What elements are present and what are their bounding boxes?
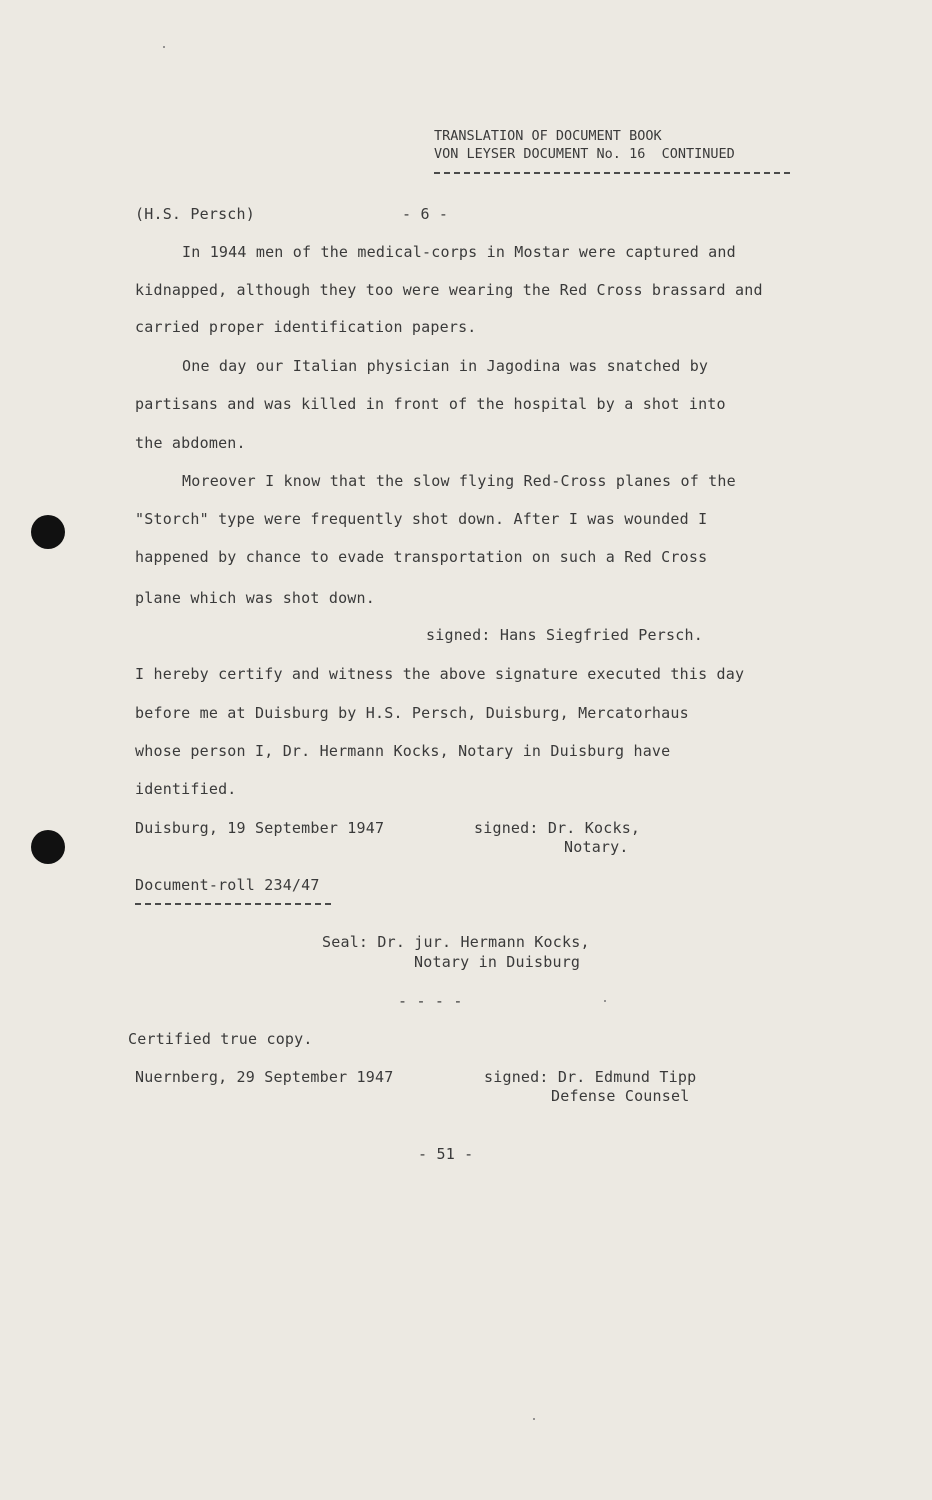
header-line-2: VON LEYSER DOCUMENT No. 16 CONTINUED	[434, 146, 735, 162]
seal-line-2: Notary in Duisburg	[414, 953, 581, 971]
notary-signed: signed: Dr. Kocks,	[474, 819, 641, 837]
body-line: partisans and was killed in front of the hospital by a shot into	[135, 395, 726, 413]
copy-signed: signed: Dr. Edmund Tipp	[484, 1068, 697, 1086]
certification-line: identified.	[135, 780, 237, 798]
body-line: happened by chance to evade transportation on such a Red Cross	[135, 548, 708, 566]
body-line: plane which was shot down.	[135, 589, 375, 607]
punch-hole-upper	[31, 515, 65, 549]
body-line: kidnapped, although they too were wearing the Red Cross brassard and	[135, 281, 763, 299]
paper-speck	[604, 1000, 606, 1002]
body-line: "Storch" type were frequently shot down. After I was wounded I	[135, 510, 708, 528]
body-line: Moreover I know that the slow flying Red-Cross planes of the	[182, 472, 736, 490]
body-line: One day our Italian physician in Jagodina was snatched by	[182, 357, 709, 375]
copy-title: Defense Counsel	[551, 1087, 690, 1105]
page-marker: - 6 -	[402, 205, 449, 223]
body-line: the abdomen.	[135, 434, 246, 452]
body-line: In 1944 men of the medical-corps in Mostar were captured and	[182, 243, 736, 261]
document-roll: Document-roll 234/47	[135, 876, 320, 894]
section-separator: - - - -	[398, 992, 463, 1010]
certification-line: whose person I, Dr. Hermann Kocks, Notary in Duisburg have	[135, 742, 671, 760]
document-roll-underline	[135, 903, 331, 905]
paper-speck	[163, 46, 165, 48]
witness-name: (H.S. Persch)	[135, 205, 255, 223]
header-line-1: TRANSLATION OF DOCUMENT BOOK	[434, 128, 662, 144]
paper-speck	[533, 1418, 535, 1420]
certified-copy-label: Certified true copy.	[128, 1030, 313, 1048]
punch-hole-lower	[31, 830, 65, 864]
copy-place-date: Nuernberg, 29 September 1947	[135, 1068, 394, 1086]
witness-signature: signed: Hans Siegfried Persch.	[426, 626, 703, 644]
notary-title: Notary.	[564, 838, 629, 856]
seal-line-1: Seal: Dr. jur. Hermann Kocks,	[322, 933, 590, 951]
body-line: carried proper identification papers.	[135, 318, 477, 336]
header-underline	[434, 172, 790, 174]
notary-place-date: Duisburg, 19 September 1947	[135, 819, 385, 837]
certification-line: I hereby certify and witness the above signature executed this day	[135, 665, 745, 683]
certification-line: before me at Duisburg by H.S. Persch, Duisburg, Mercatorhaus	[135, 704, 689, 722]
page-number: - 51 -	[418, 1145, 474, 1163]
